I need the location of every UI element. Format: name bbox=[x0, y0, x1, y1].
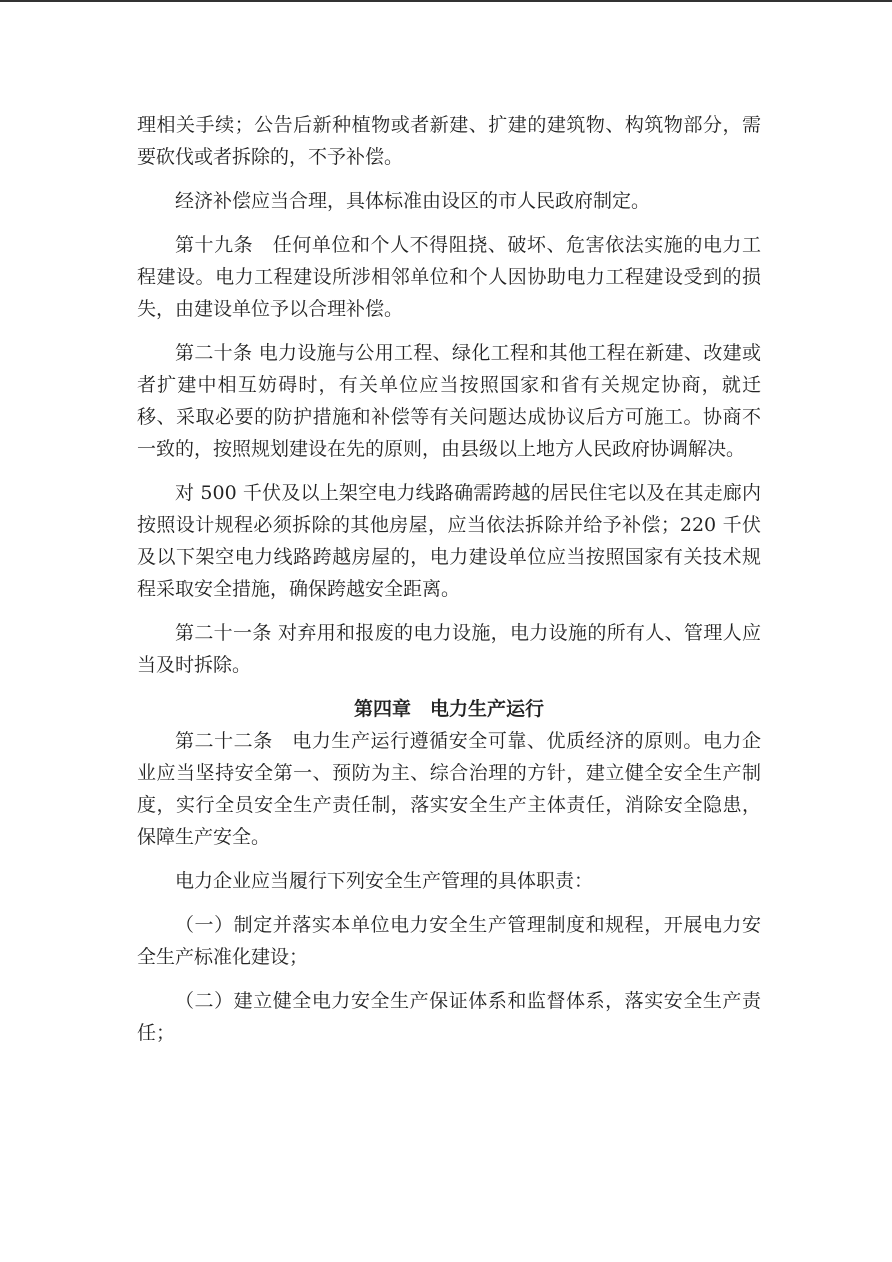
article-22: 第二十二条 电力生产运行遵循安全可靠、优质经济的原则。电力企业应当坚持安全第一、预防为主、综合治理的方针，建立健全安全生产制度，实行全员安全生产责任制，落实安全生产主体责任，消除安全隐患，保障生产安全。 bbox=[137, 730, 761, 848]
duty-item-1: （一）制定并落实本单位电力安全生产管理制度和规程，开展电力安全生产标准化建设； bbox=[137, 914, 761, 968]
article-20: 第二十条 电力设施与公用工程、绿化工程和其他工程在新建、改建或者扩建中相互妨碍时，有关单位应当按照国家和省有关规定协商，就迁移、采取必要的防护措施和补偿等有关问题达成协议后方可施工。协商不一致的，按照规划建设在先的原则，由县级以上地方人民政府协调解决。 bbox=[137, 342, 761, 460]
duty-item-2: （二）建立健全电力安全生产保证体系和监督体系，落实安全生产责任； bbox=[137, 990, 761, 1044]
chapter-title: 电力生产运行 bbox=[430, 698, 545, 720]
document-page bbox=[137, 109, 761, 1049]
paragraph-continuation: 理相关手续；公告后新种植物或者新建、扩建的建筑物、构筑物部分，需要砍伐或者拆除的，不予补偿。 bbox=[137, 114, 761, 168]
article-19: 第十九条 任何单位和个人不得阻挠、破坏、危害依法实施的电力工程建设。电力工程建设所涉相邻单位和个人因协助电力工程建设受到的损失，由建设单位予以合理补偿。 bbox=[137, 234, 761, 320]
paragraph-compensation-standard: 经济补偿应当合理，具体标准由设区的市人民政府制定。 bbox=[175, 190, 651, 212]
paragraph-duties-intro: 电力企业应当履行下列安全生产管理的具体职责： bbox=[175, 870, 594, 892]
paragraph-high-voltage-lines: 对 500 千伏及以上架空电力线路确需跨越的居民住宅以及在其走廊内按照设计规程必须拆除的其他房屋，应当依法拆除并给予补偿；220 千伏及以下架空电力线路跨越房屋的，电力建设单位应当按照国家有关技术规程采取安全措施，确保跨越安全距离。 bbox=[137, 482, 761, 600]
page-top-border bbox=[0, 0, 892, 2]
article-21: 第二十一条 对弃用和报废的电力设施，电力设施的所有人、管理人应当及时拆除。 bbox=[137, 622, 761, 676]
chapter-number: 第四章 bbox=[353, 698, 411, 720]
chapter-heading bbox=[137, 693, 761, 725]
